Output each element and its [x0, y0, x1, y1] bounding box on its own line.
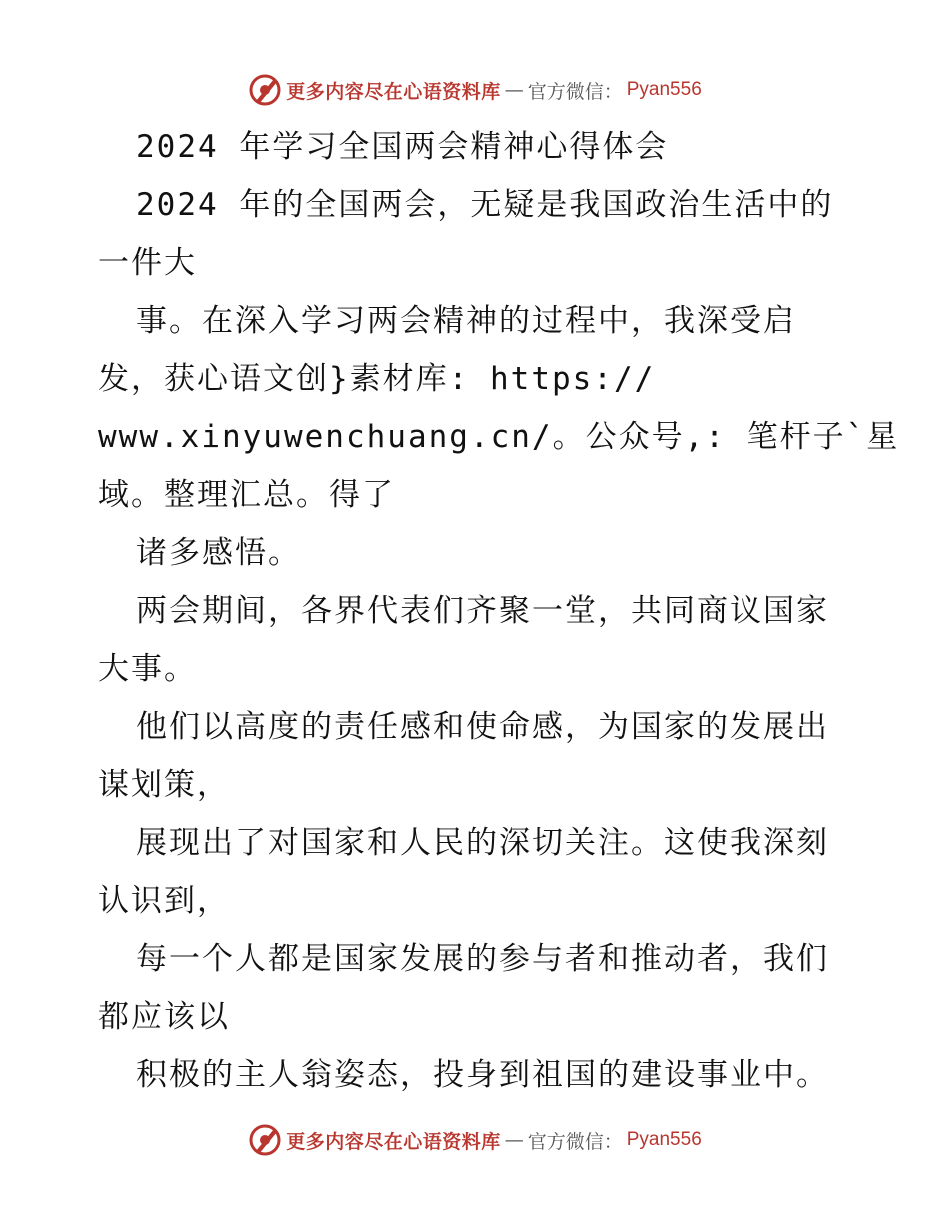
header-banner [0, 70, 950, 110]
doc-line: 2024 年的全国两会，无疑是我国政治生活中的 [136, 187, 834, 223]
banner-separator: — [504, 79, 524, 101]
doc-line: 他们以高度的责任感和使命感，为国家的发展出 [136, 709, 829, 745]
doc-line: 认识到， [98, 883, 230, 919]
footer-banner [0, 1120, 950, 1160]
banner-main-text: 更多内容尽在心语资料库 [286, 80, 501, 103]
doc-line: www.xinyuwenchuang.cn/。公众号,: 笔杆子`星 [98, 419, 900, 455]
footer-banner-content [248, 1123, 702, 1157]
header-banner-content [248, 73, 702, 107]
doc-title: 2024 年学习全国两会精神心得体会 [136, 129, 669, 165]
banner-wechat-id: Pyan556 [626, 1129, 702, 1150]
banner-wechat-label: 官方微信： [527, 1130, 623, 1153]
doc-line: 每一个人都是国家发展的参与者和推动者，我们 [136, 941, 829, 977]
doc-line: 积极的主人翁姿态，投身到祖国的建设事业中。 [136, 1057, 829, 1093]
doc-line: 两会期间，各界代表们齐聚一堂，共同商议国家 [136, 593, 829, 629]
doc-line: 发，获心语文创}素材库: https:// [98, 361, 656, 397]
doc-line: 都应该以 [98, 999, 230, 1035]
document-body [98, 118, 900, 1104]
doc-line: 谋划策， [98, 767, 230, 803]
doc-line: 展现出了对国家和人民的深切关注。这使我深刻 [136, 825, 829, 861]
pen-logo-icon [248, 73, 282, 107]
doc-line: 大事。 [98, 651, 197, 687]
doc-line: 一件大 [98, 245, 197, 281]
doc-line: 域。整理汇总。得了 [98, 477, 395, 513]
banner-wechat-label: 官方微信： [527, 80, 623, 103]
banner-main-text: 更多内容尽在心语资料库 [286, 1130, 501, 1153]
banner-wechat-id: Pyan556 [626, 79, 702, 100]
banner-separator: — [504, 1129, 524, 1151]
doc-line: 诸多感悟。 [136, 535, 301, 571]
doc-line: 事。在深入学习两会精神的过程中，我深受启 [136, 303, 796, 339]
pen-logo-icon [248, 1123, 282, 1157]
